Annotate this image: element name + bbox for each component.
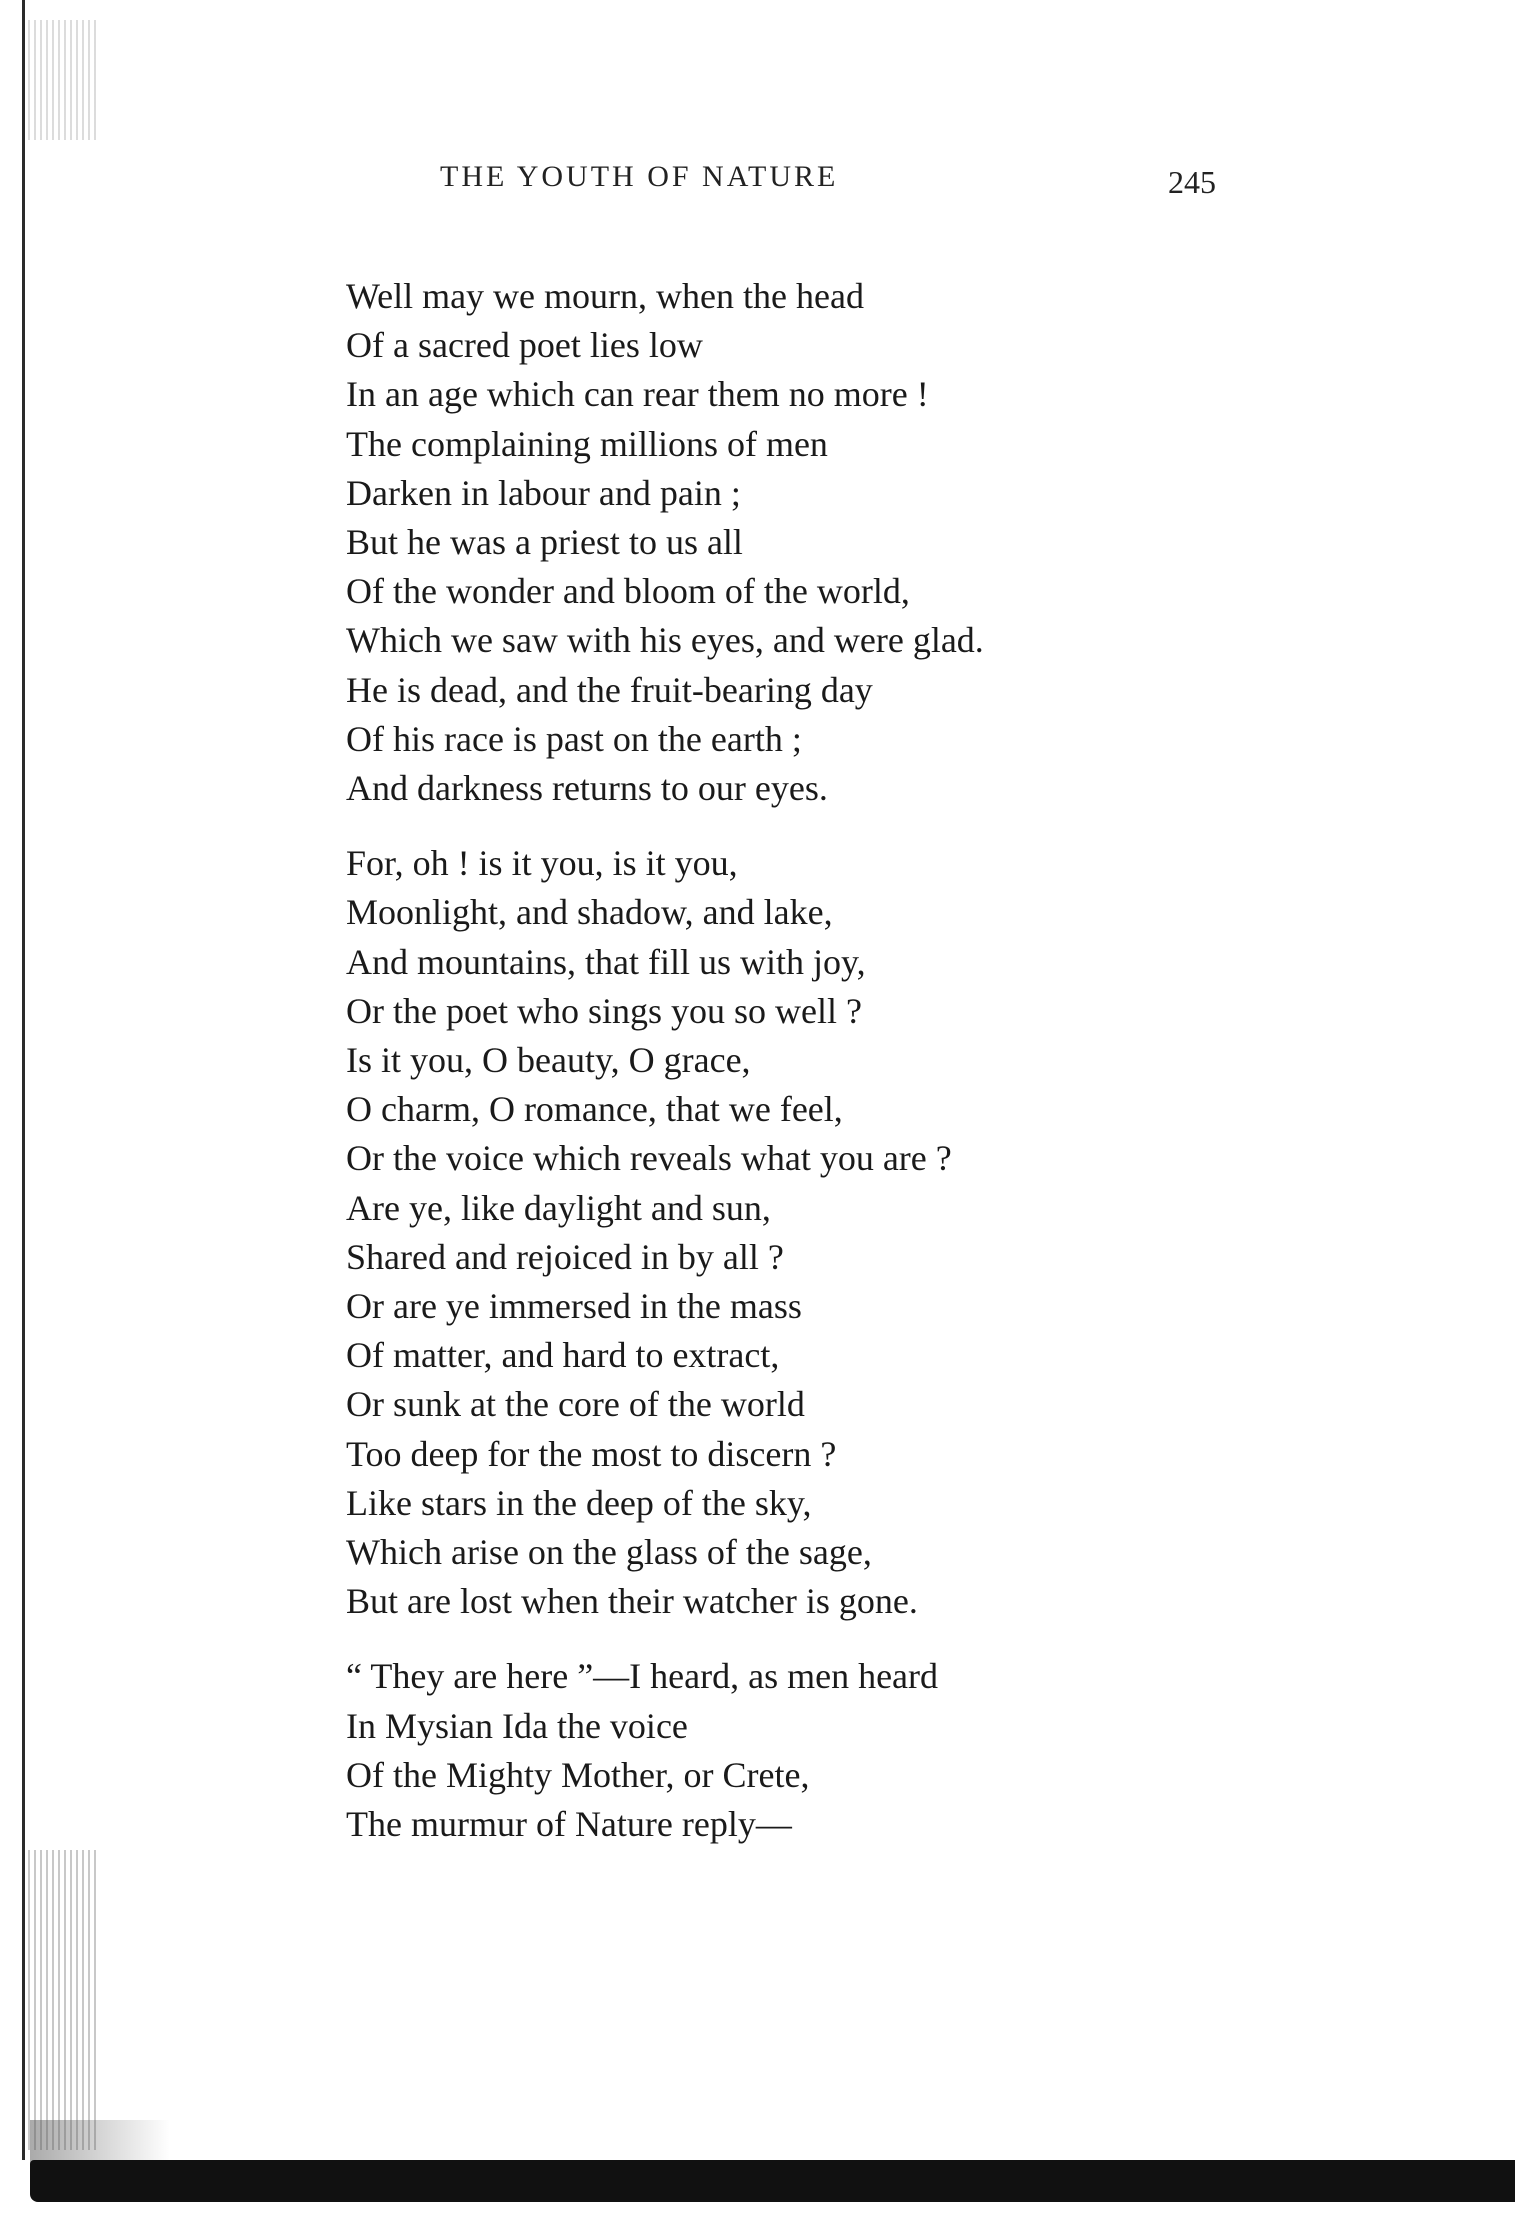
poem-line: Of matter, and hard to extract, [346, 1335, 780, 1376]
poem-line: Which we saw with his eyes, and were glad. [346, 620, 984, 661]
running-head-title: THE YOUTH OF NATURE [440, 160, 839, 193]
poem-line: O charm, O romance, that we feel, [346, 1089, 843, 1130]
poem-line: Darken in labour and pain ; [346, 472, 741, 513]
poem-body [346, 272, 1466, 1875]
poem-line: Or the poet who sings you so well ? [346, 990, 862, 1031]
poem-line: Are ye, like daylight and sun, [346, 1187, 771, 1228]
poem-line: Shared and rejoiced in by all ? [346, 1236, 784, 1277]
poem-line: The complaining millions of men [346, 423, 828, 464]
poem-line: “ They are here ”—I heard, as men heard [346, 1656, 939, 1697]
stanza-1 [346, 272, 1466, 813]
page-bottom-edge [30, 2160, 1515, 2202]
poem-line: And mountains, that fill us with joy, [346, 941, 866, 982]
poem-line: Or sunk at the core of the world [346, 1384, 805, 1425]
poem-line: But are lost when their watcher is gone. [346, 1581, 918, 1622]
poem-line: Which arise on the glass of the sage, [346, 1532, 872, 1573]
poem-line: In an age which can rear them no more ! [346, 374, 929, 415]
poem-line: Of the Mighty Mother, or Crete, [346, 1754, 810, 1795]
stanza-3 [346, 1652, 1466, 1849]
scan-speckle-top [28, 20, 98, 140]
poem-line: For, oh ! is it you, is it you, [346, 843, 738, 884]
poem-line: Moonlight, and shadow, and lake, [346, 892, 833, 933]
poem-line: Or the voice which reveals what you are ? [346, 1138, 952, 1179]
scan-speckle-bottom [28, 1850, 98, 2150]
page-number: 245 [1168, 164, 1216, 200]
poem-line: Of a sacred poet lies low [346, 325, 703, 366]
poem-line: Too deep for the most to discern ? [346, 1433, 837, 1474]
poem-line: In Mysian Ida the voice [346, 1705, 688, 1746]
page-left-edge [22, 0, 25, 2160]
poem-line: But he was a priest to us all [346, 522, 743, 563]
poem-line: Well may we mourn, when the head [346, 276, 864, 316]
poem-line: Or are ye immersed in the mass [346, 1286, 802, 1327]
poem-line: Is it you, O beauty, O grace, [346, 1040, 751, 1081]
stanza-2 [346, 839, 1466, 1626]
poem-line: Like stars in the deep of the sky, [346, 1482, 812, 1523]
poem-line: He is dead, and the fruit-bearing day [346, 669, 873, 710]
poem-line: And darkness returns to our eyes. [346, 768, 828, 809]
poem-line: The murmur of Nature reply— [346, 1804, 792, 1845]
poem-line: Of his race is past on the earth ; [346, 718, 802, 759]
poem-line: Of the wonder and bloom of the world, [346, 571, 910, 612]
